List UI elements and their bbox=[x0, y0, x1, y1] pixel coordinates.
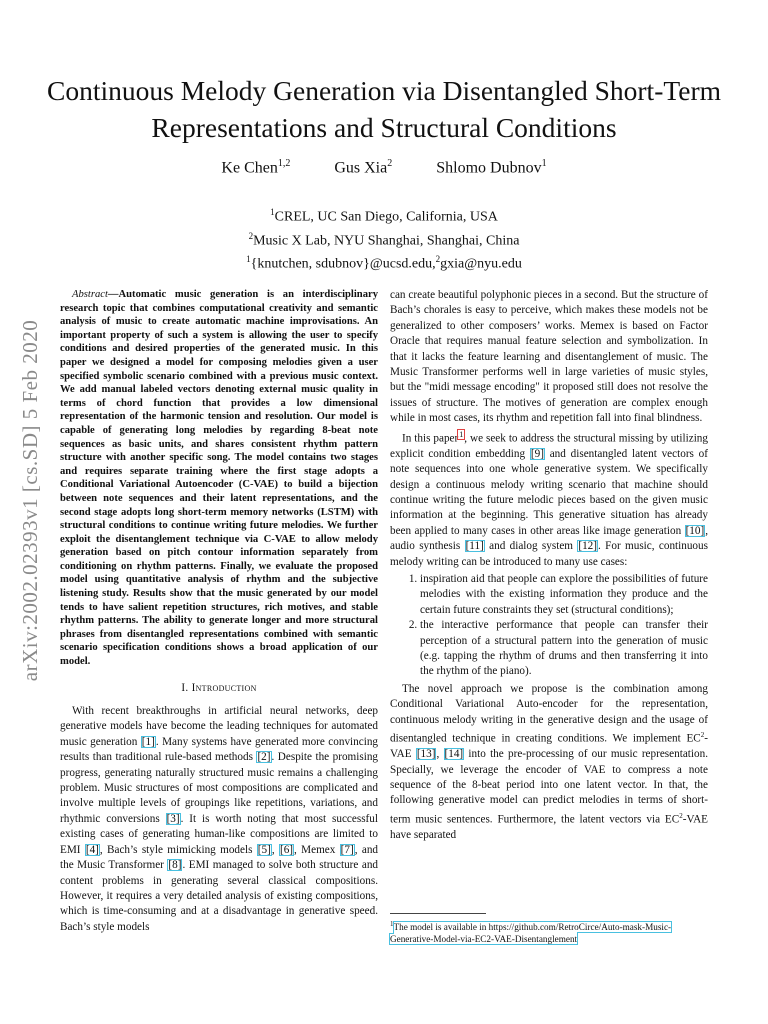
author-list bbox=[40, 158, 728, 177]
paragraph-in-this-paper: In this paper$^1$, we seek to address the structural missing by utilizing explicit condition embedding [9] and disentangled latent vectors of note sequences into one whole generative system. We specifically design a continuous melody writing scenario that machine should continue writing the future melodic pieces based on the given music information at the beginning. This generative situation has already been applied to many cases in other areas like image generation [10], audio synthesis [11] and dialog system [12]. For music, continuous melody writing can be introduced to many use cases: bbox=[390, 429, 708, 568]
citation-link[interactable]: [13] bbox=[416, 748, 436, 761]
author-gus-xia: Gus Xia$^2$ bbox=[334, 158, 393, 177]
citation-link[interactable]: [4] bbox=[85, 843, 99, 856]
abstract-text: —Automatic music generation is an interdisciplinary research topic that combines computational creativity and semantic analysis of music to create automatic machine improvisations. An important property of such a system is allowing the user to specify conditions and desired properties of the generated music. In this paper we designed a model for composing melodies given a user specified symbolic scenario combined with a previous music context. We add manual labeled vectors denoting external music quality in terms of chord function that provides a low dimensional representation of the harmonic tension and resolution. Our model is capable of generating long melodies by regarding 8-beat note sequences as basic units, and shares consistent rhythm pattern structure with another specific song. The model contains two stages and requires separate training where the first stage adopts a Conditional Variational Autoencoder (C-VAE) to build a bijection between note sequences and their latent representations, and the second stage adopts long short-term memory networks (LSTM) with structural conditions to continue writing future melodies. We further exploit the disentanglement technique via C-VAE to allow melody generation based on pitch contour information separately from conditioning on rhythm patterns. Finally, we evaluate the proposed model using quantitative analysis of rhythm and the subjective listening study. Results show that the music generated by our model tends to have salient repetition structures, rich motives, and stable rhythm patterns. The ability to generate longer and more structural phrases from disentangled representations combined with semantic scenario specification conditions shows a broad application of our model. bbox=[60, 289, 378, 668]
paragraph-continued: can create beautiful polyphonic pieces in a second. But the structure of Bach’s chorales is easy to perceive, which makes these models not be generalized to other composers’ works. Memex is based on Factor Oracle that requires manual feature selection and symbolization. In that it lacks the feature learning and disentanglement of music. The Music Transformer performs well in large varieties of music styles, but the "midi message encoding" it proposed still does not resolve the issues of structure. The motives of generation are complex enough while in most cases, its rhythm and repetition fall into final blindness. bbox=[390, 289, 708, 425]
citation-link[interactable]: [12] bbox=[578, 540, 597, 553]
abstract bbox=[60, 288, 378, 669]
citation-link[interactable]: [11] bbox=[465, 540, 484, 553]
author-ke-chen: Ke Chen$^{1,2}$ bbox=[221, 158, 291, 177]
citation-link[interactable]: [7] bbox=[340, 843, 354, 856]
affiliation-2: $^2$Music X Lab, NYU Shanghai, Shanghai, China bbox=[248, 230, 520, 249]
paragraph-novel-approach: The novel approach we propose is the combination among Conditional Variational Auto-encoder for the representation, continuous melody writing in the generative design and the usage of disentangled technique in creating conditions. We implement $EC^2$-VAE [13], [14] into the pre-processing of our music representation. Specially, we leverage the encoder of VAE to compress a note sequence of the 8-beat period into one latent vector. In that, the following generative model can predict melodies in terms of short-term music sentences. Furthermore, the latent vectors via $EC^2$-VAE have separated bbox=[390, 682, 708, 842]
list-item: 2. the interactive performance that people can transfer their perception of a structural pattern into the generation of music (e.g. tapping the rhythm of drums and then transferring it into the rhythm of the piano). bbox=[420, 618, 708, 680]
abstract-label: Abstract bbox=[72, 289, 108, 300]
citation-link[interactable]: [3] bbox=[166, 812, 180, 825]
citation-link[interactable]: [1] bbox=[141, 735, 155, 748]
arxiv-identifier-text: arXiv:2002.02393v1 [cs.SD] 5 Feb 2020 bbox=[18, 319, 43, 681]
affiliation-1: $^1$CREL, UC San Diego, California, USA bbox=[270, 207, 498, 225]
paper-title: Continuous Melody Generation via Disentangled Short-Term Representations and Structural Conditions bbox=[47, 75, 721, 143]
citation-link[interactable]: [6] bbox=[279, 843, 294, 856]
citation-link[interactable]: [10] bbox=[685, 524, 705, 537]
citation-link[interactable]: [9] bbox=[530, 447, 544, 460]
footnote-divider bbox=[390, 913, 486, 914]
intro-paragraph-1: With recent breakthroughs in artificial neural networks, deep generative models have become the leading techniques for automated music generation [1]. Many systems have generated more convincing results than traditional rule-based methods [2]. Despite the promising progress, generating naturally structured music remains a challenging problem. Music structures of most compositions are complicated and involve multiple levels of groupings like repetitions, variations, and rhythmic conversions [3]. It is worth noting that most successful existing cases of generating human-like compositions are limited to EMI [4], Bach’s style mimicking models [5], [6], Memex [7], and the Music Transformer [8]. EMI managed to solve both structure and content problems in generating several classical compositions. However, it requires a very detailed analysis of existing compositions, which is time-consuming and at a disadvantage in generative speed. Bach’s style models bbox=[60, 705, 379, 933]
citation-link[interactable]: [2] bbox=[257, 751, 271, 764]
footnote bbox=[390, 913, 708, 946]
citation-link[interactable]: [14] bbox=[444, 748, 464, 761]
right-column bbox=[390, 288, 708, 843]
citation-link[interactable]: [8] bbox=[168, 859, 182, 872]
affiliations bbox=[40, 203, 728, 274]
left-column bbox=[60, 288, 378, 935]
footnote-reference-link[interactable]: 1 bbox=[459, 429, 464, 439]
footnote-url-link[interactable]: The model is available in https://github.com/RetroCirce/Auto-mask-Music-Generative-Model-via-EC2-VAE-Disentanglement bbox=[390, 922, 672, 945]
use-case-list bbox=[390, 572, 708, 680]
citation-link[interactable]: [5] bbox=[257, 843, 271, 856]
arxiv-identifier-stamp[interactable] bbox=[2, 280, 60, 720]
list-item: 1. inspiration aid that people can explore the possibilities of future melodies with the existing information they produce and the certain future constraints they set (structural conditions); bbox=[420, 572, 708, 618]
footnote-text: $^1$The model is available in https://github.com/RetroCirce/Auto-mask-Music-Generative-Model-via-EC2-VAE-Disentanglement bbox=[390, 920, 672, 945]
author-shlomo-dubnov: Shlomo Dubnov$^1$ bbox=[436, 158, 547, 177]
author-emails: $^1${knutchen, sdubnov}@ucsd.edu,$^2$gxia@nyu.edu bbox=[246, 254, 522, 272]
section-heading-introduction: I. Introduction bbox=[181, 681, 257, 694]
